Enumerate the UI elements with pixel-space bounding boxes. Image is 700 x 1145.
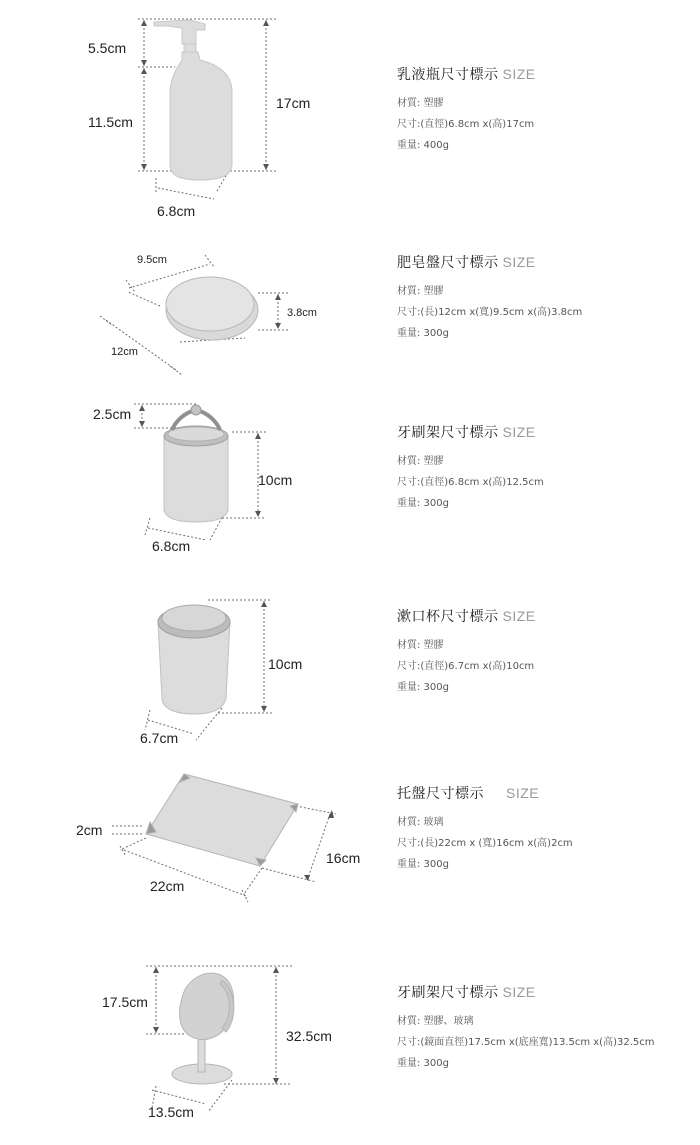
dim-label: 17cm [276, 95, 311, 111]
product-mirror [0, 940, 700, 1145]
product-soap-dish [0, 230, 700, 390]
spec-material: 材質: 塑膠 [397, 640, 444, 651]
spec-weight: 重量: 300g [397, 498, 449, 509]
size-label: SIZE [506, 785, 540, 801]
dim-label: 6.7cm [140, 730, 179, 746]
size-label: SIZE [502, 254, 536, 270]
spec-weight: 重量: 300g [397, 1058, 449, 1069]
spec-title [397, 982, 655, 1002]
dim-label: 32.5cm [286, 1028, 332, 1044]
dim-label: 10cm [258, 472, 293, 488]
soap-dish-illustration [0, 230, 700, 390]
product-tray [0, 750, 700, 940]
spec-weight: 重量: 300g [397, 682, 449, 693]
spec-material: 材質: 塑膠、玻璃 [397, 1016, 474, 1027]
dim-label: 12cm [111, 346, 138, 358]
tray-illustration [0, 750, 700, 940]
spec-material: 材質: 塑膠 [397, 456, 444, 467]
spec-dimensions: 尺寸:(直徑)6.8cm x(高)12.5cm [397, 477, 544, 488]
spec-block [397, 982, 655, 1070]
spec-block [397, 422, 544, 510]
size-label: SIZE [502, 66, 536, 82]
dim-label: 16cm [326, 850, 361, 866]
dim-label: 6.8cm [157, 203, 196, 219]
spec-title [397, 252, 582, 272]
dim-label: 13.5cm [148, 1104, 194, 1120]
spec-title-text: 托盤尺寸標示 [397, 786, 484, 802]
spec-dimensions: 尺寸:(直徑)6.8cm x(高)17cm [397, 119, 535, 130]
size-label: SIZE [502, 608, 536, 624]
rinse-cup-illustration [0, 570, 700, 750]
spec-weight: 重量: 400g [397, 140, 449, 151]
dim-label: 10cm [268, 656, 303, 672]
spec-title-text: 牙刷架尺寸標示 [397, 985, 499, 1001]
spec-weight: 重量: 300g [397, 859, 449, 870]
spec-title [397, 422, 544, 442]
spec-title-text: 乳液瓶尺寸標示 [397, 67, 499, 83]
spec-title [397, 783, 573, 803]
product-rinse-cup [0, 570, 700, 750]
spec-dimensions: 尺寸:(長)12cm x(寬)9.5cm x(高)3.8cm [397, 307, 583, 318]
spec-material: 材質: 塑膠 [397, 286, 444, 297]
dim-label: 5.5cm [88, 40, 127, 56]
spec-dimensions: 尺寸:(鏡面直徑)17.5cm x(底座寬)13.5cm x(高)32.5cm [397, 1037, 655, 1048]
spec-title [397, 64, 536, 84]
size-label: SIZE [502, 424, 536, 440]
spec-title-text: 肥皂盤尺寸標示 [397, 255, 499, 271]
spec-title-text: 漱口杯尺寸標示 [397, 609, 499, 625]
spec-title [397, 606, 536, 626]
spec-block [397, 783, 573, 871]
spec-title-text: 牙刷架尺寸標示 [397, 425, 499, 441]
dim-label: 2.5cm [93, 406, 132, 422]
dim-label: 9.5cm [137, 254, 167, 266]
spec-material: 材質: 塑膠 [397, 98, 444, 109]
dim-label: 11.5cm [88, 114, 133, 130]
size-label: SIZE [502, 984, 536, 1000]
dim-label: 6.8cm [152, 538, 191, 554]
product-lotion-bottle [0, 0, 700, 230]
spec-weight: 重量: 300g [397, 328, 449, 339]
dim-label: 17.5cm [102, 994, 148, 1010]
spec-material: 材質: 玻璃 [397, 817, 444, 828]
spec-dimensions: 尺寸:(長)22cm x (寬)16cm x(高)2cm [397, 838, 573, 849]
spec-block [397, 252, 582, 340]
product-toothbrush-holder [0, 390, 700, 570]
spec-block [397, 64, 536, 152]
dim-label: 2cm [76, 822, 103, 838]
dim-label: 3.8cm [287, 307, 317, 319]
spec-dimensions: 尺寸:(直徑)6.7cm x(高)10cm [397, 661, 535, 672]
dim-label: 22cm [150, 878, 185, 894]
spec-block [397, 606, 536, 694]
